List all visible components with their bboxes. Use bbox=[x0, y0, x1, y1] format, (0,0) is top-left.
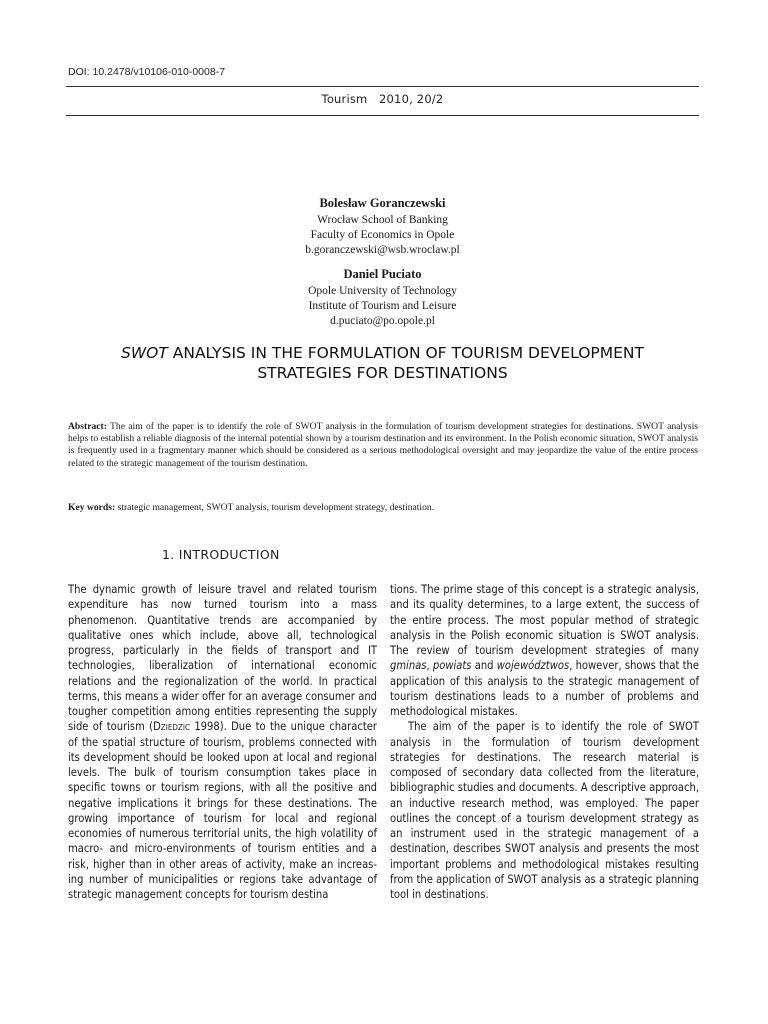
body-text: , however, shows that the application of this analysis to the strategic management of tourism destinations leads to a number of problems and methodological mistakes. bbox=[390, 659, 699, 718]
author-2 bbox=[66, 267, 699, 329]
doi: DOI: 10.2478/v10106-010-0008-7 bbox=[68, 66, 226, 78]
author-email: d.puciato@po.opole.pl bbox=[330, 315, 435, 327]
title-italic-part: SWOT bbox=[120, 344, 168, 362]
header-rule-bottom bbox=[66, 115, 699, 116]
abstract-label: Abstract: bbox=[68, 421, 107, 432]
title-line-2: STRATEGIES FOR DESTINATIONS bbox=[257, 364, 508, 382]
keywords-text: strategic management, SWOT analysis, tourism development strategy, destination. bbox=[115, 502, 435, 513]
author-affiliation: Opole University of Technology bbox=[308, 285, 457, 297]
author-affiliation: Wrocław School of Banking bbox=[317, 214, 448, 226]
paragraph bbox=[390, 719, 699, 902]
paragraph bbox=[390, 582, 699, 719]
body-text: tions. The prime stage of this concept is a strategic analysis, and its quality determines, to a large extent, the success of the entire process. The most popular method of strategic analysis in the Polish economic situation is SWOT analysis. The review of tourism development strategies of many bbox=[390, 583, 699, 657]
body-text: ). Due to the unique character of the spatial structure of tourism, problems connected with its development should be looked upon at local and regional levels. The bulk of tourism consumption takes place in specific towns or tourism regions, with all the positive and negative implications it brings for these destinations. The growing importance of tourism for local and regional economies of numerous territorial units, the high volatility of macro- and micro-environments of tourism entities and a risk, higher than in other areas of activity, make an increasing number of municipalities or regions take advantage of strategic management concepts for tourism destina bbox=[68, 720, 377, 901]
abstract bbox=[68, 421, 698, 470]
term-powiats: powiats bbox=[432, 659, 472, 673]
body-column-right bbox=[390, 582, 699, 902]
body-text: The aim of the paper is to identify the role of SWOT analysis in the formulation of tourism development strategies for destinations. The research material is composed of secondary data collected from the literature, bibliographic studies and documents. A descriptive approach, an inductive research method, was employed. The paper outlines the concept of a tourism development strategy as an instrument used in the strategic management of a destination, describes SWOT analysis and presents the most important problems and methodological mistakes resulting from the application of SWOT analysis as a strategic planning tool in destinations. bbox=[390, 720, 699, 901]
body-text: The dynamic growth of leisure travel and related tourism expenditure has now turned tourism into a mass phenomenon. Quantitative trends are accompanied by qualitative ones which include, above all, technological progress, particularly in the fields of transport and IT technologies, liberalization of international economic relations and the regionalization of the world. In practical terms, this means a wider offer for an average consumer and tougher competition among entities representing the supply side of tourism ( bbox=[68, 583, 377, 734]
conjunction: and bbox=[471, 659, 497, 673]
author-affiliation: Institute of Tourism and Leisure bbox=[308, 300, 457, 312]
term-wojewodztwos: województwos bbox=[496, 659, 570, 673]
body-column-left bbox=[68, 582, 377, 902]
author-1 bbox=[66, 196, 699, 258]
author-email: b.goranczewski@wsb.wroclaw.pl bbox=[305, 244, 460, 256]
abstract-text: The aim of the paper is to identify the role of SWOT analysis in the formulation of tourism development strategies for destinations. SWOT analysis helps to establish a reliable diagnosis of the internal potential shown by a tourism destination and its environment. In the Polish economic situation, SWOT analysis is frequently used in a fragmentary manner which should be considered as a serious methodological oversight and may jeopardize the value of the entire process related to the strategic management of the tourism destination. bbox=[68, 421, 698, 469]
punctuation: , bbox=[426, 659, 433, 673]
paper-title bbox=[66, 343, 699, 383]
citation-author: Dziedzic bbox=[153, 720, 190, 734]
citation-year: 1998 bbox=[190, 720, 220, 734]
authors bbox=[66, 196, 699, 329]
author-affiliation: Faculty of Economics in Opole bbox=[310, 229, 455, 241]
journal-title: Tourism 2010, 20/2 bbox=[321, 92, 444, 106]
title-line-1: ANALYSIS IN THE FORMULATION OF TOURISM DEVELOPMENT bbox=[167, 344, 644, 362]
author-name: Bolesław Goranczewski bbox=[319, 196, 446, 210]
header-rule-top bbox=[66, 86, 699, 87]
term-gminas: gminas bbox=[390, 659, 427, 673]
author-name: Daniel Puciato bbox=[343, 267, 422, 281]
paragraph bbox=[68, 582, 377, 902]
keywords bbox=[68, 502, 698, 514]
keywords-label: Key words: bbox=[68, 502, 116, 513]
section-heading: 1. INTRODUCTION bbox=[162, 547, 280, 562]
